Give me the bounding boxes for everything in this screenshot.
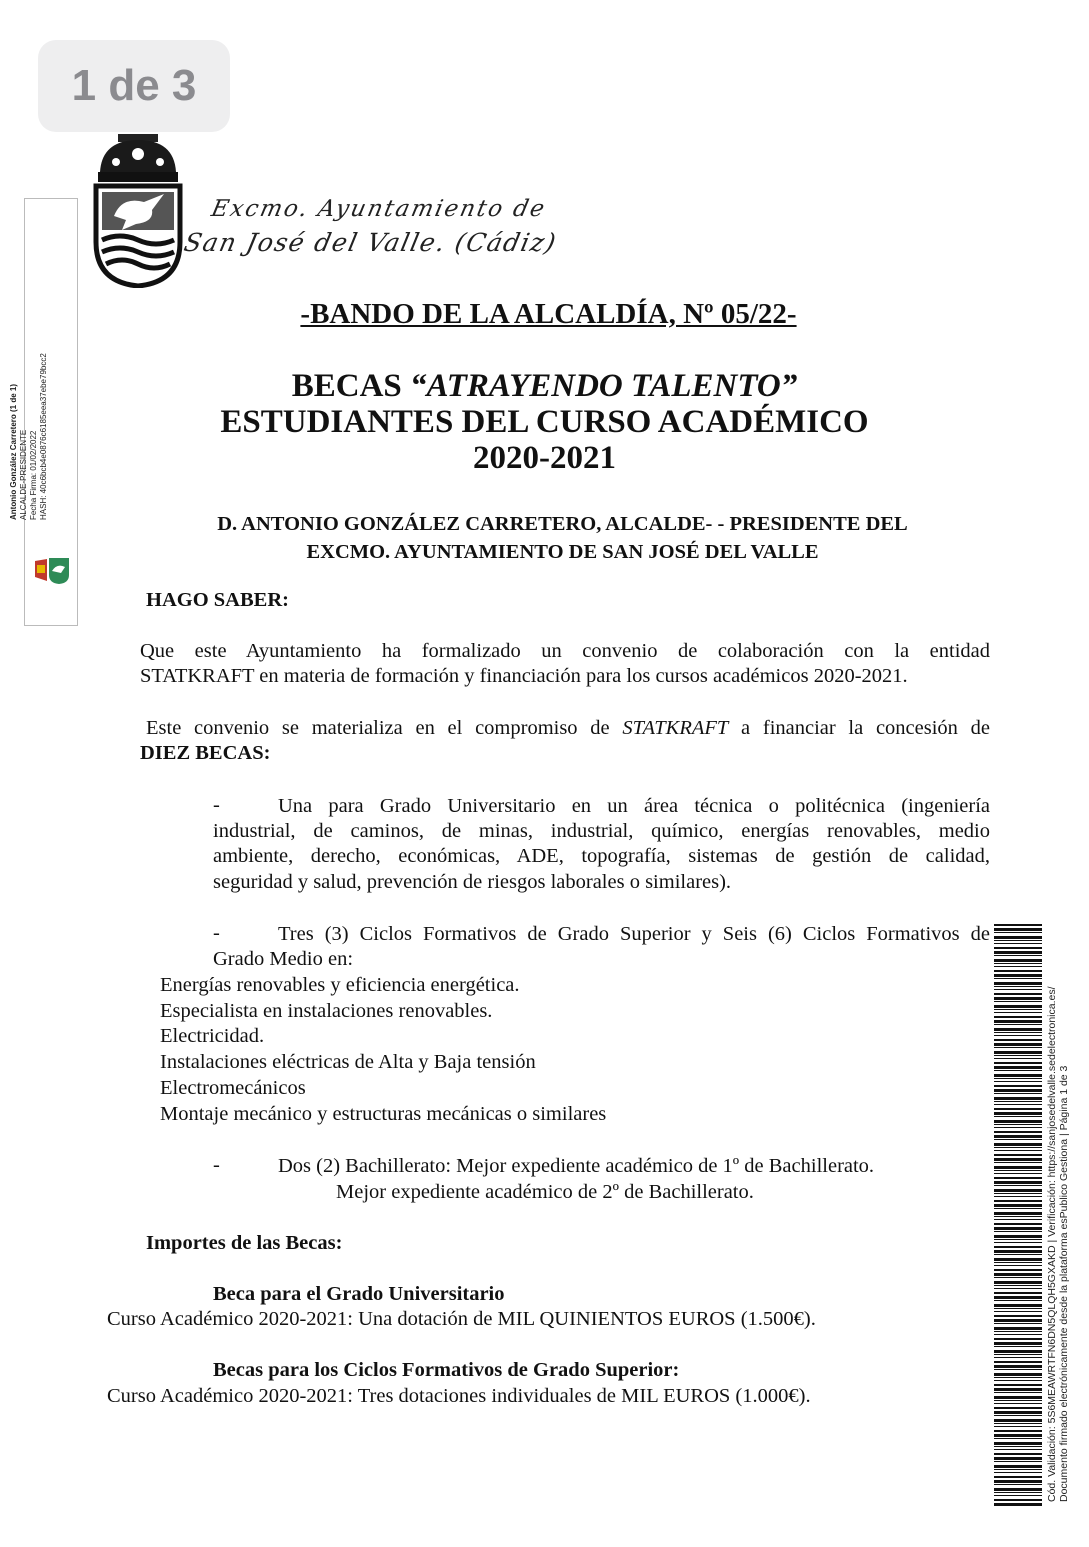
bullet-dash-1: - [213,794,220,816]
signature-role: ALCALDE-PRESIDENTE [19,429,28,520]
becas-title-line-3: 2020-2021 [473,440,616,476]
bullet-3-line-2: Mejor expediente académico de 2º de Bachillerato. [336,1181,754,1203]
bullet-dash-2: - [213,922,220,944]
ciclo-item: Montaje mecánico y estructuras mecánicas o similares [160,1103,607,1125]
verification-footer [1046,942,1070,1502]
ciclo-item: Electricidad. [160,1025,265,1047]
bullet-dash-3: - [213,1154,220,1176]
ciclos-amount: Curso Académico 2020-2021: Tres dotaciones individuales de MIL EUROS (1.000€). [107,1385,811,1407]
bullet-3-line-1: Dos (2) Bachillerato: Mejor expediente académico de 1º de Bachillerato. [278,1155,875,1177]
letterhead [182,196,567,257]
becas-title-line-1 [0,368,1089,404]
bando-heading: -BANDO DE LA ALCALDÍA, Nº 05/22- [300,298,797,330]
signature-name: Antonio González Carretero (1 de 1) [9,383,18,520]
municipal-crest-logo [92,132,184,288]
mayor-heading [18,510,1089,566]
importes-heading: Importes de las Becas: [146,1232,343,1254]
statkraft-italic: STATKRAFT [622,717,729,739]
grado-amount: Curso Académico 2020-2021: Una dotación de MIL QUINIENTOS EUROS (1.500€). [107,1308,816,1330]
bullet-2-line-1: Tres (3) Ciclos Formativos de Grado Superior y Seis (6) Ciclos Formativos de [278,923,990,945]
paragraph-1-line-2: STATKRAFT en materia de formación y financiación para los cursos académicos 2020-2021. [140,665,908,687]
hago-saber-heading: HAGO SABER: [146,589,289,611]
validation-barcode [994,924,1042,1506]
mayor-heading-line-2: EXCMO. AYUNTAMIENTO DE SAN JOSÉ DEL VALLE [306,541,819,563]
becas-title-line-2: ESTUDIANTES DEL CURSO ACADÉMICO [220,404,869,440]
becas-program-name: “ATRAYENDO TALENTO” [410,368,798,404]
becas-title [0,368,1089,476]
ciclos-heading: Becas para los Ciclos Formativos de Grado Superior: [213,1359,680,1381]
signature-hash: HASH: 40c6bcb4e0876c6185eea37ebe79bcc2 [39,353,48,520]
ciclo-item: Energías renovables y eficiencia energética. [160,974,520,996]
paragraph-2-pre: Este convenio se materializa en el compromiso de [146,717,623,739]
signature-date: Fecha Firma: 01/02/2022 [29,430,38,520]
bullet-1-line-2: industrial, de caminos, de minas, industrial, químico, energías renovables, medio [213,820,990,842]
bullet-1-line-1: Una para Grado Universitario en un área técnica o politécnica (ingeniería [278,795,990,817]
ciclo-item: Electromecánicos [160,1077,306,1099]
diez-becas: DIEZ BECAS: [140,742,271,764]
mayor-heading-line-1: D. ANTONIO GONZÁLEZ CARRETERO, ALCALDE- - PRESIDENTE DEL [217,513,908,535]
letterhead-line-1: Excmo. Ayuntamiento de [208,196,549,222]
ciclo-item: Instalaciones eléctricas de Alta y Baja tensión [160,1051,536,1073]
paragraph-2-post: a financiar la concesión de [728,717,991,739]
becas-prefix: BECAS [291,368,411,404]
bullet-2-line-2: Grado Medio en: [213,948,354,970]
grado-heading: Beca para el Grado Universitario [213,1283,505,1305]
paragraph-2-line-1 [146,716,990,742]
verification-line-2: Documento firmado electrónicamente desde la plataforma esPublico Gestiona | Página 1 de 3 [1058,1065,1070,1502]
letterhead-line-2: San José del Valle. (Cádiz) [181,228,560,257]
page-indicator: 1 de 3 [38,40,230,132]
bullet-1-line-3: ambiente, derecho, económicas, ADE, topografía, sistemas de gestión de calidad, [213,845,990,867]
paragraph-1-line-1: Que este Ayuntamiento ha formalizado un convenio de colaboración con la entidad [140,640,990,662]
ciclo-item: Especialista en instalaciones renovables. [160,1000,493,1022]
bullet-1-line-4: seguridad y salud, prevención de riesgos laborales o similares). [213,871,732,893]
verification-line-1: Cód. Validación: 5S6MEAWRTFN6DN5QLQH5GXAKD | Verificación: https://sanjosedelvalle.sedelectronica.es/ [1046,986,1058,1502]
